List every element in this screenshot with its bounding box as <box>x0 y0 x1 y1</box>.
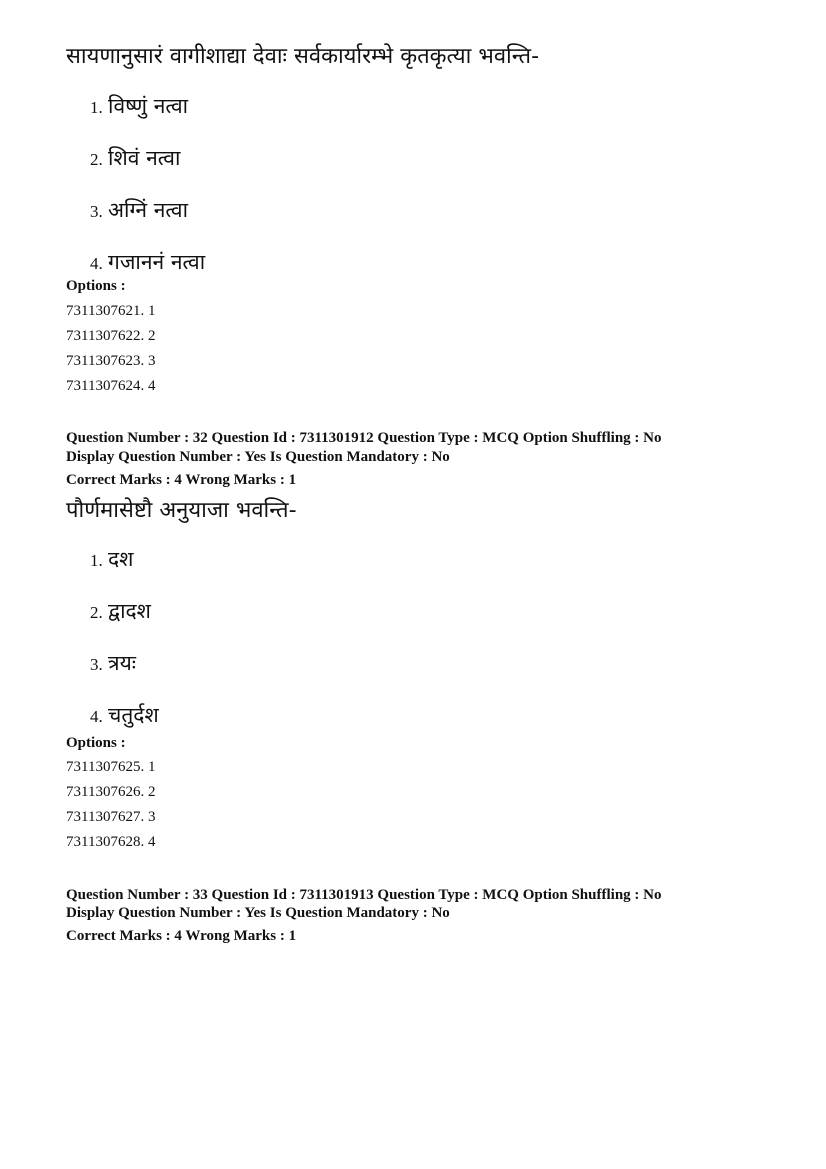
q32-choice-1-number: 1. <box>90 551 103 570</box>
q32-option-id-2: 7311307626. 2 <box>66 784 156 800</box>
q32-choice-2-text: द्वादश <box>108 599 151 623</box>
q32-choice-4-number: 4. <box>90 707 103 726</box>
q31-option-id-3: 7311307623. 3 <box>66 353 156 369</box>
q32-choice-2 <box>90 601 151 622</box>
q32-options-label: Options : <box>66 735 126 751</box>
q32-option-id-4: 7311307628. 4 <box>66 834 156 850</box>
q31-choice-1-text: विष्णुं नत्वा <box>108 94 189 118</box>
q31-choice-4 <box>90 252 205 273</box>
q32-choice-3-number: 3. <box>90 655 103 674</box>
q31-option-id-2: 7311307622. 2 <box>66 328 156 344</box>
q33-meta-line-3: Correct Marks : 4 Wrong Marks : 1 <box>66 928 297 944</box>
q32-choice-1-text: दश <box>108 547 134 571</box>
q31-options-label: Options : <box>66 278 126 294</box>
q32-option-id-1: 7311307625. 1 <box>66 759 156 775</box>
q31-choice-2 <box>90 148 180 169</box>
q31-option-id-1: 7311307621. 1 <box>66 303 156 319</box>
q32-meta-line-2: Display Question Number : Yes Is Question Mandatory : No <box>66 449 450 465</box>
q32-option-id-3: 7311307627. 3 <box>66 809 156 825</box>
q31-choice-3-text: अग्निं नत्वा <box>108 198 189 222</box>
question-32-text: पौर्णमासेष्टौ अनुयाजा भवन्ति- <box>66 498 297 523</box>
q32-choice-3 <box>90 653 136 674</box>
q33-meta-line-1: Question Number : 33 Question Id : 7311301913 Question Type : MCQ Option Shuffling : No <box>66 887 662 903</box>
q32-choice-4-text: चतुर्दश <box>108 703 159 727</box>
q31-choice-4-text: गजाननं नत्वा <box>108 250 206 274</box>
q32-choice-4 <box>90 705 159 726</box>
q32-choice-1 <box>90 549 133 570</box>
q31-choice-2-text: शिवं नत्वा <box>108 146 181 170</box>
q33-meta-line-2: Display Question Number : Yes Is Question Mandatory : No <box>66 905 450 921</box>
q31-option-id-4: 7311307624. 4 <box>66 378 156 394</box>
q32-choice-2-number: 2. <box>90 603 103 622</box>
q31-choice-3-number: 3. <box>90 202 103 221</box>
q31-choice-1 <box>90 96 188 117</box>
q31-choice-1-number: 1. <box>90 98 103 117</box>
q32-meta-line-1: Question Number : 32 Question Id : 7311301912 Question Type : MCQ Option Shuffling : No <box>66 430 662 446</box>
q32-choice-3-text: त्रयः <box>108 651 137 675</box>
q32-meta-line-3: Correct Marks : 4 Wrong Marks : 1 <box>66 472 297 488</box>
q31-choice-4-number: 4. <box>90 254 103 273</box>
q31-choice-3 <box>90 200 188 221</box>
q31-choice-2-number: 2. <box>90 150 103 169</box>
question-31-text: सायणानुसारं वागीशाद्या देवाः सर्वकार्यारम्भे कृतकृत्या भवन्ति- <box>66 44 540 69</box>
